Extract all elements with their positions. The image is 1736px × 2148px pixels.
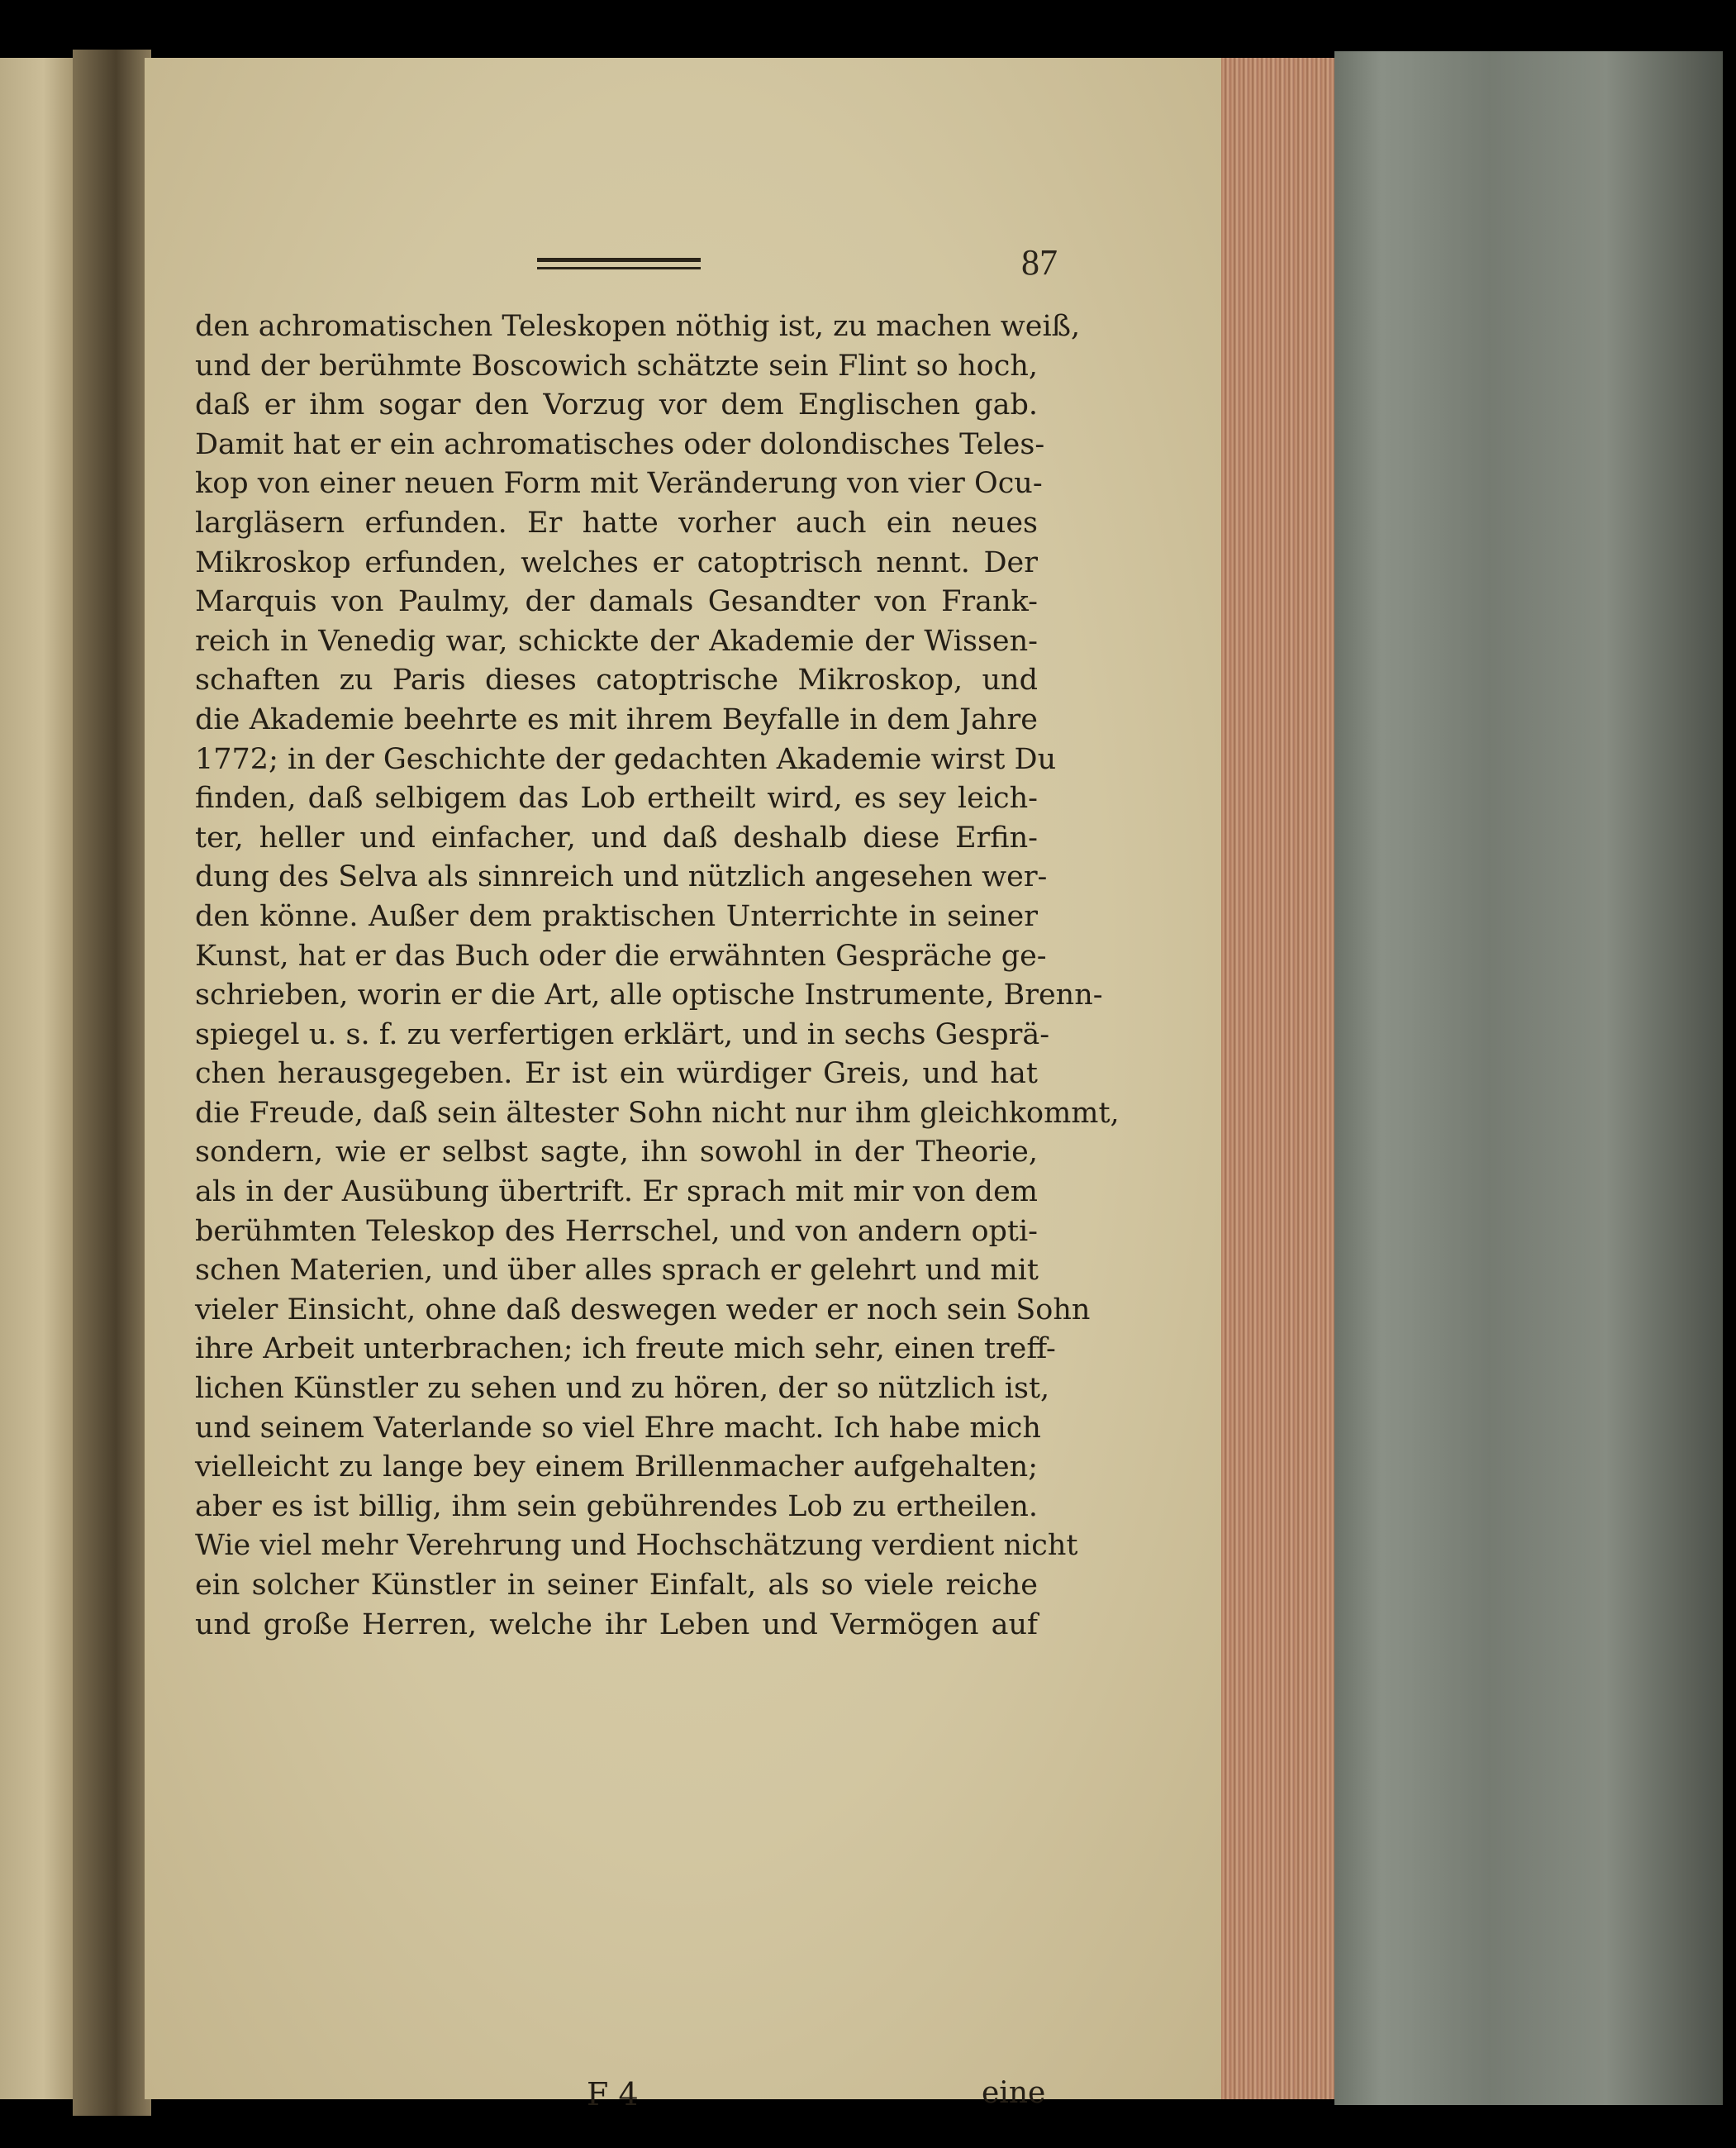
signature-mark: F 4	[587, 2076, 639, 2112]
text-line: schaften zu Paris dieses catoptrische Mikroskop, und	[195, 664, 1038, 698]
text-line: als in der Ausübung übertrift. Er sprach mit mir von dem	[195, 1175, 1038, 1209]
text-line: und der berühmte Boscowich schätzte sein Flint so hoch,	[195, 349, 1038, 383]
cover-shadow	[1405, 51, 1723, 2105]
text-line: berühmten Teleskop des Herrschel, und von andern opti-	[195, 1214, 1038, 1248]
text-line: spiegel u. s. f. zu verfertigen erklärt, und in sechs Gesprä-	[195, 1017, 1050, 1051]
text-line: chen herausgegeben. Er ist ein würdiger Greis, und hat	[195, 1057, 1038, 1091]
text-line: Marquis von Paulmy, der damals Gesandter von Frank-	[195, 585, 1038, 619]
text-line: schen Materien, und über alles sprach er gelehrt und mit	[195, 1254, 1039, 1288]
text-line: Damit hat er ein achromatisches oder dolondisches Teles-	[195, 427, 1045, 461]
catchword: eine	[982, 2076, 1046, 2110]
text-line: vieler Einsicht, ohne daß deswegen weder er noch sein Sohn	[195, 1293, 1091, 1326]
text-line: reich in Venedig war, schickte der Akademie der Wissen-	[195, 624, 1038, 658]
text-line: sondern, wie er selbst sagte, ihn sowohl in der Theorie,	[195, 1136, 1038, 1169]
page-number: 87	[1021, 242, 1058, 283]
text-line: Mikroskop erfunden, welches er catoptrisch nennt. Der	[195, 545, 1038, 579]
text-line: finden, daß selbigem das Lob ertheilt wird, es sey leich-	[195, 782, 1038, 816]
text-line: Wie viel mehr Verehrung und Hochschätzung verdient nicht	[195, 1529, 1078, 1563]
text-line: aber es ist billig, ihm sein gebührendes Lob zu ertheilen.	[195, 1489, 1038, 1523]
facing-page-edge	[0, 58, 73, 2099]
header-rule	[537, 258, 701, 269]
text-line: den könne. Außer dem praktischen Unterrichte in seiner	[195, 899, 1038, 933]
text-line: ter, heller und einfacher, und daß deshalb diese Erfin-	[195, 821, 1038, 855]
page-fore-edge	[1221, 58, 1337, 2099]
text-line: largläsern erfunden. Er hatte vorher auch ein neues	[195, 506, 1038, 540]
text-line: dung des Selva als sinnreich und nützlich angesehen wer-	[195, 860, 1048, 894]
text-line: die Freude, daß sein ältester Sohn nicht nur ihm gleichkommt,	[195, 1096, 1120, 1130]
text-line: und große Herren, welche ihr Leben und Vermögen auf	[195, 1607, 1038, 1641]
text-line: vielleicht zu lange bey einem Brillenmacher aufgehalten;	[195, 1450, 1038, 1484]
text-line: ein solcher Künstler in seiner Einfalt, als so viele reiche	[195, 1569, 1038, 1602]
text-line: kop von einer neuen Form mit Veränderung von vier Ocu-	[195, 467, 1043, 501]
text-line: ihre Arbeit unterbrachen; ich freute mich sehr, einen treff-	[195, 1332, 1056, 1366]
text-line: und seinem Vaterlande so viel Ehre macht. Ich habe mich	[195, 1411, 1041, 1445]
text-line: lichen Künstler zu sehen und zu hören, der so nützlich ist,	[195, 1372, 1050, 1406]
body-text	[195, 307, 1120, 1645]
text-line: den achromatischen Teleskopen nöthig ist, zu machen weiß,	[195, 310, 1081, 343]
text-line: daß er ihm sogar den Vorzug vor dem Englischen gab.	[195, 388, 1038, 422]
book-gutter	[73, 50, 151, 2116]
text-line: Kunst, hat er das Buch oder die erwähnten Gespräche ge-	[195, 939, 1047, 973]
text-line: die Akademie beehrte es mit ihrem Beyfalle in dem Jahre	[195, 703, 1038, 736]
text-line: schrieben, worin er die Art, alle optische Instrumente, Brenn-	[195, 979, 1103, 1012]
text-line: 1772; in der Geschichte der gedachten Akademie wirst Du	[195, 742, 1057, 776]
